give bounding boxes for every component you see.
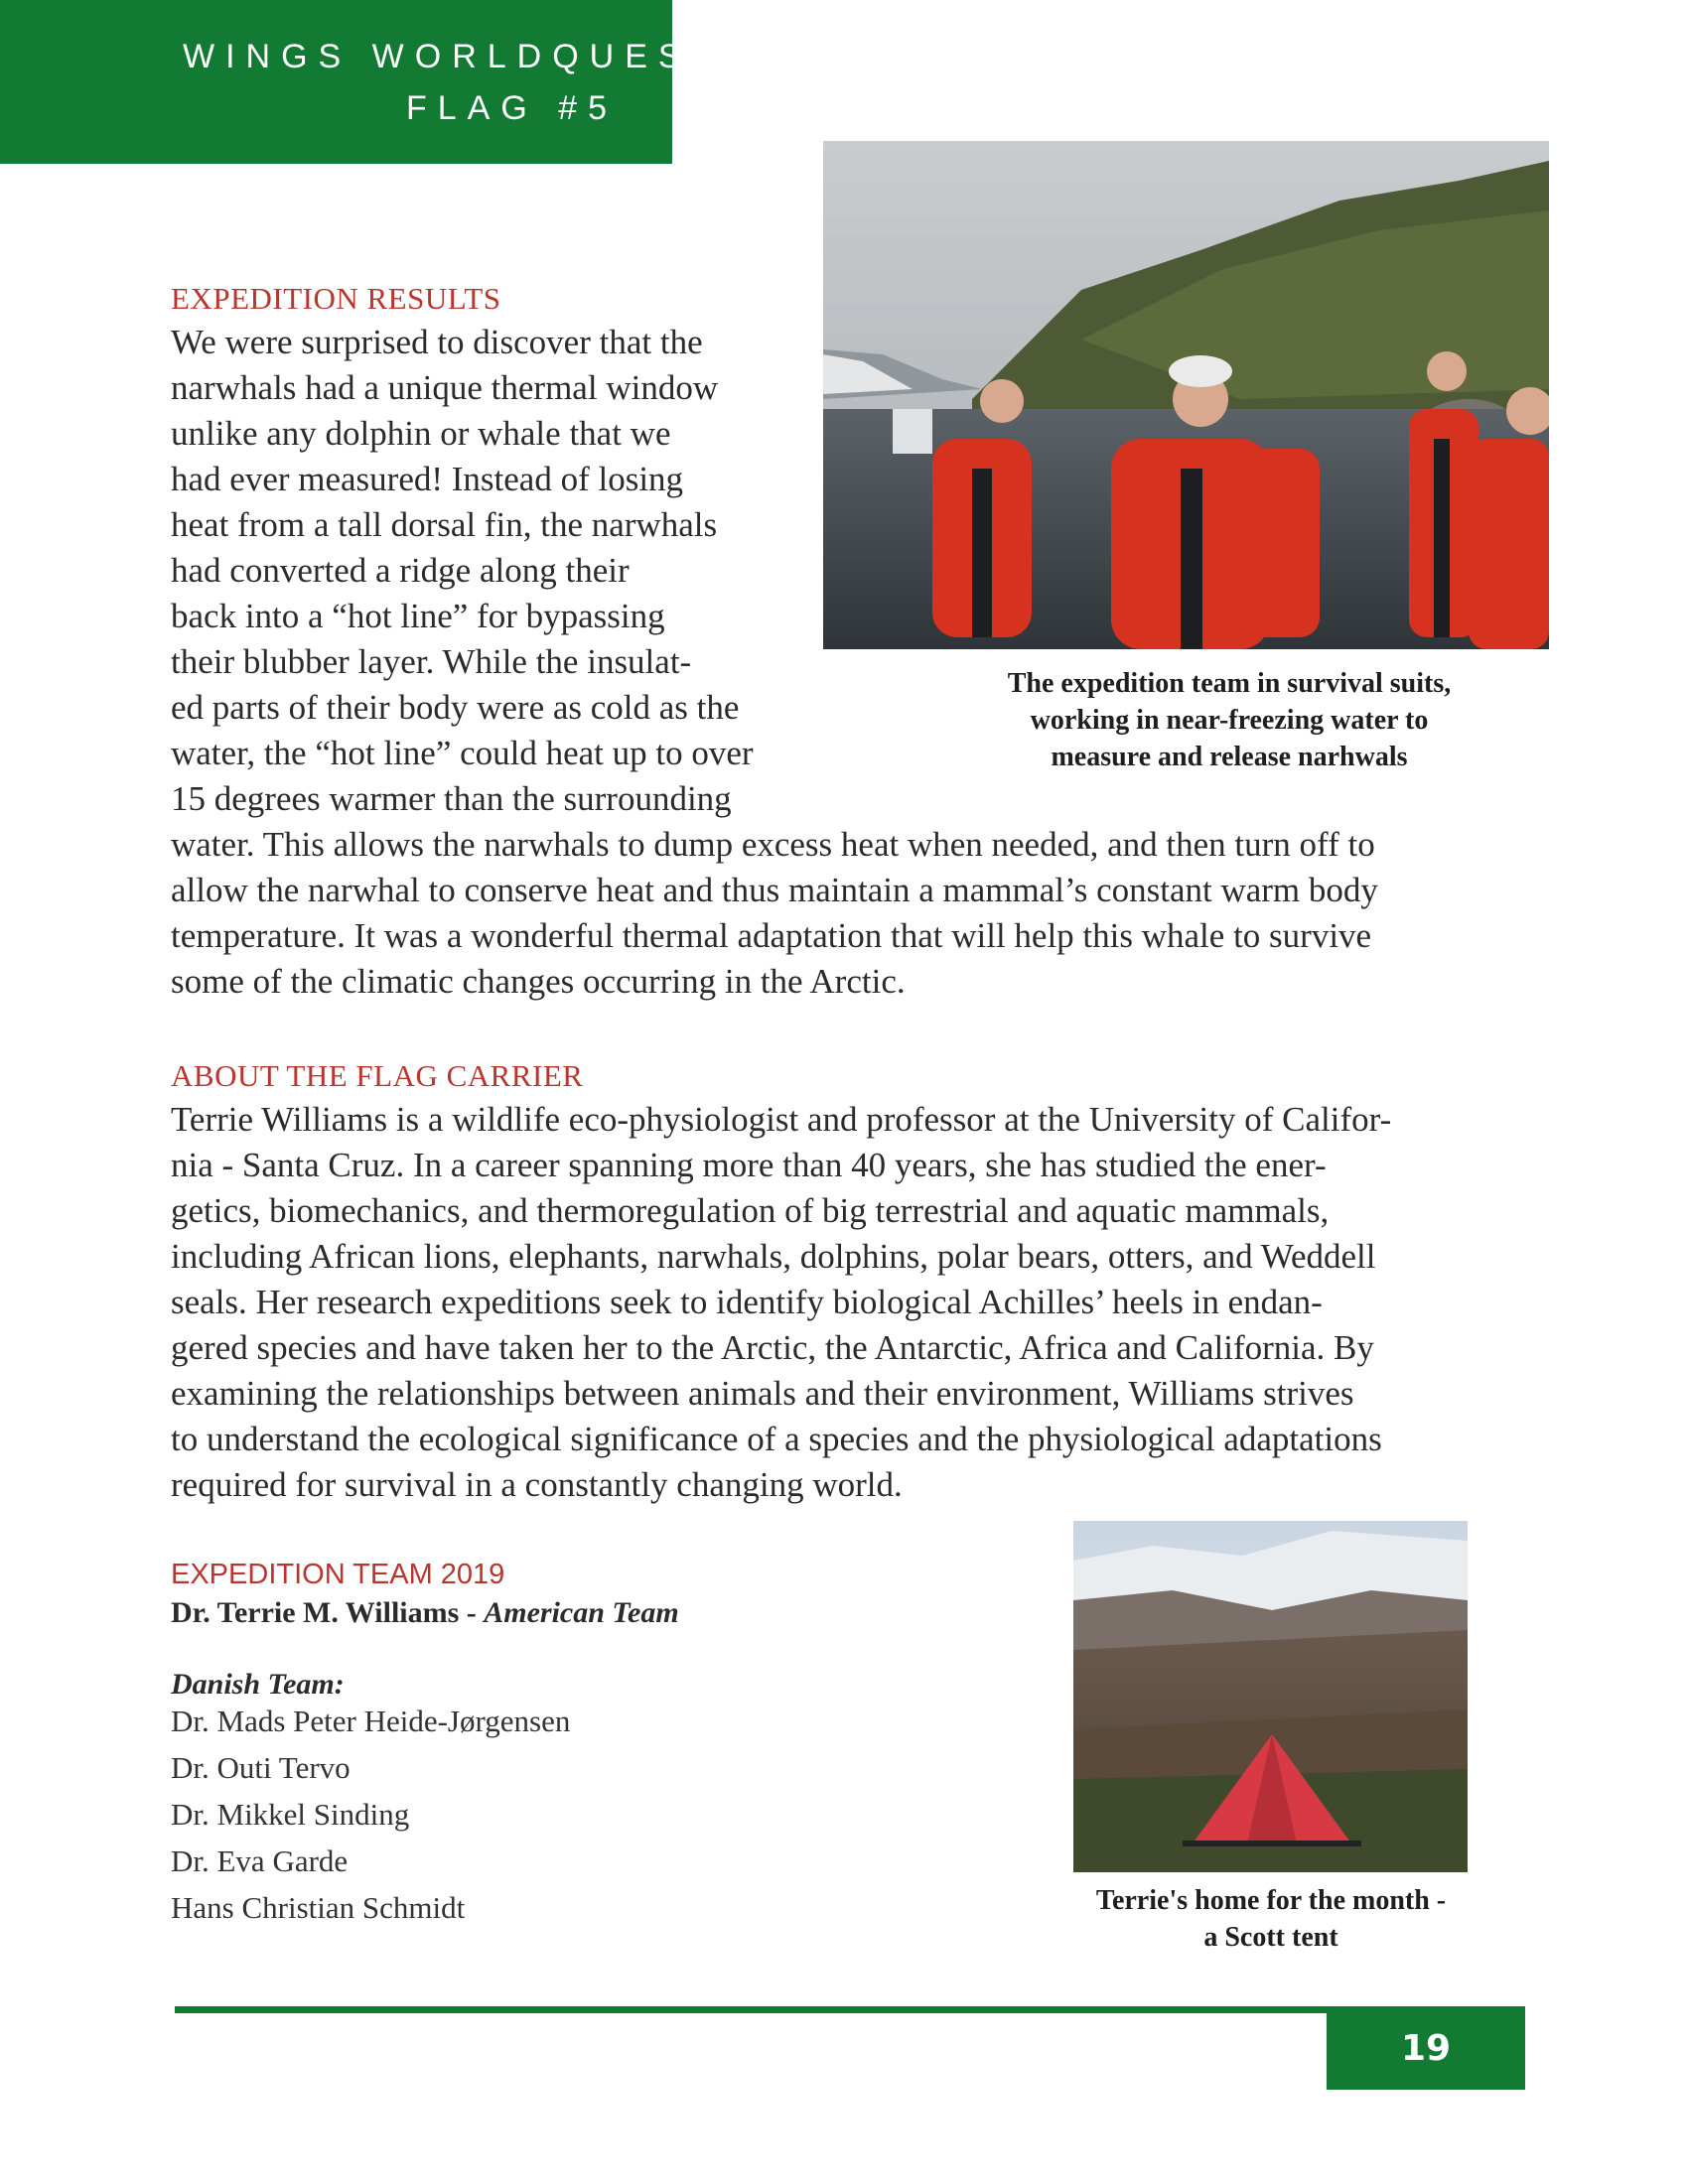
caption-line: working in near-freezing water to bbox=[1030, 705, 1429, 736]
caption-line: The expedition team in survival suits, bbox=[1007, 668, 1452, 699]
results-text-line: We were surprised to discover that the bbox=[171, 323, 703, 361]
carrier-text-line: getics, biomechanics, and thermoregulation of big terrestrial and aquatic mammals, bbox=[171, 1191, 1330, 1230]
danish-team-member: Dr. Mads Peter Heide-Jørgensen bbox=[171, 1704, 571, 1738]
danish-team-member: Hans Christian Schmidt bbox=[171, 1890, 466, 1925]
page-number: 19 bbox=[1327, 2006, 1525, 2090]
carrier-text-line: required for survival in a constantly changing world. bbox=[171, 1465, 903, 1504]
results-text-line: allow the narwhal to conserve heat and thus maintain a mammal’s constant warm body bbox=[171, 871, 1378, 909]
results-text-line: 15 degrees warmer than the surrounding bbox=[171, 779, 732, 818]
danish-team-member: Dr. Eva Garde bbox=[171, 1843, 349, 1878]
danish-team-label: Danish Team: bbox=[171, 1668, 345, 1701]
carrier-text-line: nia - Santa Cruz. In a career spanning more than 40 years, she has studied the ener- bbox=[171, 1146, 1327, 1184]
carrier-text-line: to understand the ecological significance of a species and the physiological adaptations bbox=[171, 1420, 1382, 1458]
header-band bbox=[0, 0, 724, 164]
header-title: WINGS WORLDQUEST bbox=[183, 38, 724, 75]
results-text-line: some of the climatic changes occurring in the Arctic. bbox=[171, 962, 906, 1001]
american-team-label: American Team bbox=[484, 1596, 679, 1629]
carrier-text-line: examining the relationships between animals and their environment, Williams strives bbox=[171, 1374, 1354, 1413]
flag-carrier-heading: ABOUT THE FLAG CARRIER bbox=[171, 1058, 584, 1093]
expedition-team-heading: EXPEDITION TEAM 2019 bbox=[171, 1559, 505, 1590]
results-text-line: back into a “hot line” for bypassing bbox=[171, 597, 665, 635]
header-subtitle: FLAG #5 bbox=[406, 89, 619, 127]
carrier-text-line: gered species and have taken her to the Arctic, the Antarctic, Africa and California. By bbox=[171, 1328, 1374, 1367]
american-member-name: Dr. Terrie M. Williams - bbox=[171, 1596, 485, 1629]
results-text-line: had converted a ridge along their bbox=[171, 551, 630, 590]
results-text-line: heat from a tall dorsal fin, the narwhals bbox=[171, 505, 718, 544]
carrier-text-line: seals. Her research expeditions seek to identify biological Achilles’ heels in endan- bbox=[171, 1283, 1323, 1321]
expedition-results-heading: EXPEDITION RESULTS bbox=[171, 281, 501, 316]
american-team-member bbox=[171, 1596, 679, 1630]
results-text-line: water. This allows the narwhals to dump excess heat when needed, and then turn off to bbox=[171, 825, 1375, 864]
tent-photo-caption bbox=[1053, 1882, 1489, 1956]
carrier-text-line: Terrie Williams is a wildlife eco-physiologist and professor at the University of Califor- bbox=[171, 1100, 1392, 1139]
carrier-text-line: including African lions, elephants, narwhals, dolphins, polar bears, otters, and Weddell bbox=[171, 1237, 1376, 1276]
results-text-line: ed parts of their body were as cold as the bbox=[171, 688, 740, 727]
danish-team-member: Dr. Mikkel Sinding bbox=[171, 1797, 410, 1832]
results-text-line: their blubber layer. While the insulat- bbox=[171, 642, 692, 681]
results-text-line: narwhals had a unique thermal window bbox=[171, 368, 719, 407]
danish-team-member: Dr. Outi Tervo bbox=[171, 1750, 351, 1785]
scott-tent-photo bbox=[1073, 1521, 1468, 1872]
caption-line: measure and release narhwals bbox=[1051, 742, 1408, 772]
results-text-line: had ever measured! Instead of losing bbox=[171, 460, 684, 498]
caption-line: Terrie's home for the month - bbox=[1095, 1885, 1447, 1916]
caption-line: a Scott tent bbox=[1203, 1922, 1338, 1953]
expedition-team-photo bbox=[823, 141, 1549, 649]
team-photo-caption bbox=[953, 665, 1505, 775]
results-text-line: temperature. It was a wonderful thermal adaptation that will help this whale to survive bbox=[171, 916, 1372, 955]
results-text-line: unlike any dolphin or whale that we bbox=[171, 414, 671, 453]
footer-rule bbox=[175, 2006, 1525, 2013]
results-text-line: water, the “hot line” could heat up to over bbox=[171, 734, 754, 772]
